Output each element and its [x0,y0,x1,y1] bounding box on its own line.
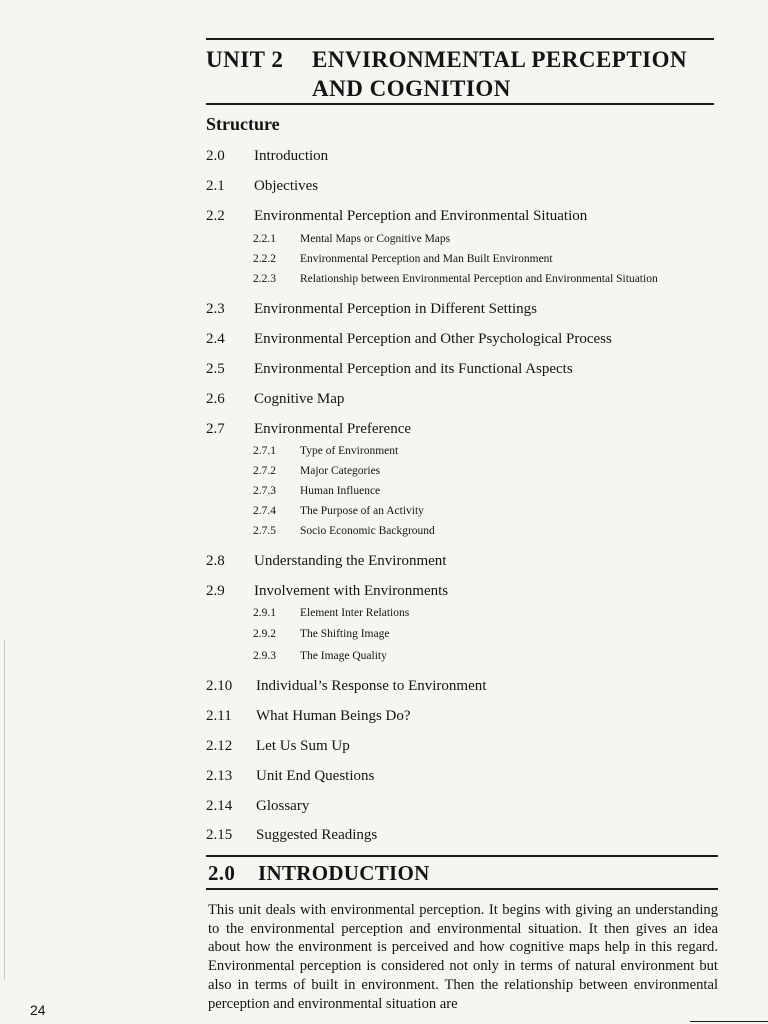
introduction-paragraph: This unit deals with environmental perception. It begins with giving an understanding to the environmental perception and environmental situation. It then gives an idea about how the environment is perceived and how cognitive maps help in this regard. Environmental perception is considered not only in terms of natural environment but also in terms of built in environment. Then the relationship between environmental perception and environmental situation are [208,902,718,1012]
toc-label: Environmental Perception and Other Psychological Process [254,331,612,347]
toc-label: Involvement with Environments [254,583,449,599]
top-rule [206,38,714,40]
toc-item [206,827,377,844]
toc-number: 2.8 [206,553,225,569]
toc-sublabel: The Purpose of an Activity [300,505,424,517]
toc-sublabel: The Image Quality [300,650,387,662]
toc-label: Suggested Readings [256,827,378,843]
toc-item [206,708,411,725]
toc-subnumber: 2.7.4 [253,505,276,517]
toc-subnumber: 2.7.2 [253,465,276,477]
toc-subitem [253,445,398,457]
section-number: 2.0 [208,861,236,885]
section-top-rule [206,855,718,857]
toc-number: 2.0 [206,148,225,164]
toc-subnumber: 2.2.2 [253,253,276,265]
toc-sublabel: Major Categories [300,465,381,477]
toc-number: 2.1 [206,178,225,194]
title-rule [206,103,714,105]
margin-line [4,640,5,980]
toc-subitem [253,485,380,497]
toc-number: 2.7 [206,421,225,437]
section-title: INTRODUCTION [258,861,430,885]
toc-number: 2.2 [206,208,225,224]
toc-number: 2.15 [206,827,233,843]
toc-item [206,768,374,785]
toc-subitem [253,628,389,640]
toc-item [206,798,309,815]
toc-number: 2.13 [206,768,233,784]
unit-title: ENVIRONMENTAL PERCEPTION AND COGNITION [312,47,688,101]
toc-item [206,148,328,165]
toc-sublabel: Human Influence [300,485,381,497]
toc-number: 2.4 [206,331,225,347]
toc-subitem [253,233,450,245]
toc-label: Environmental Perception and its Functional Aspects [254,361,573,377]
toc-subnumber: 2.2.1 [253,233,276,245]
toc-number: 2.10 [206,678,233,694]
toc-item [206,583,448,600]
toc-subnumber: 2.7.1 [253,445,276,457]
toc-subitem [253,525,435,537]
structure-heading: Structure [206,114,280,134]
toc-subitem [253,650,387,662]
toc-label: Environmental Perception and Environmental Situation [254,208,588,224]
toc-sublabel: Element Inter Relations [300,607,410,619]
toc-subitem [253,465,380,477]
toc-item [206,738,350,755]
toc-label: Environmental Perception in Different Settings [254,301,537,317]
section-bottom-rule [206,888,718,890]
toc-sublabel: Relationship between Environmental Perception and Environmental Situation [300,273,658,285]
toc-sublabel: Socio Economic Background [300,525,435,537]
toc-subitem [253,253,553,265]
toc-label: Objectives [254,178,319,194]
unit-number: UNIT 2 [206,47,284,72]
toc-subnumber: 2.9.3 [253,650,276,662]
toc-item [206,178,318,195]
toc-label: Understanding the Environment [254,553,447,569]
toc-item [206,301,537,318]
toc-subnumber: 2.9.1 [253,607,276,619]
toc-subnumber: 2.7.5 [253,525,276,537]
section-heading-introduction [208,861,430,886]
bottom-right-rule [690,1021,768,1022]
toc-subnumber: 2.9.2 [253,628,276,640]
toc-number: 2.12 [206,738,233,754]
toc-sublabel: The Shifting Image [300,628,390,640]
toc-label: What Human Beings Do? [256,708,411,724]
toc-sublabel: Type of Environment [300,445,399,457]
toc-sublabel: Mental Maps or Cognitive Maps [300,233,451,245]
toc-item [206,331,612,348]
toc-label: Environmental Preference [254,421,412,437]
toc-subitem [253,505,424,517]
toc-number: 2.3 [206,301,225,317]
toc-item [206,421,411,438]
toc-label: Let Us Sum Up [256,738,350,754]
toc-label: Unit End Questions [256,768,375,784]
toc-label: Cognitive Map [254,391,345,407]
toc-item [206,208,587,225]
toc-subitem [253,273,658,285]
toc-number: 2.6 [206,391,225,407]
toc-number: 2.11 [206,708,232,724]
toc-label: Glossary [256,798,310,814]
toc-number: 2.5 [206,361,225,377]
toc-item [206,553,446,570]
toc-number: 2.14 [206,798,233,814]
toc-label: Individual’s Response to Environment [256,678,487,694]
toc-subitem [253,607,409,619]
toc-label: Introduction [254,148,329,164]
toc-item [206,391,344,408]
toc-subnumber: 2.2.3 [253,273,276,285]
toc-sublabel: Environmental Perception and Man Built Environment [300,253,553,265]
page-number: 24 [30,1002,46,1018]
toc-subnumber: 2.7.3 [253,485,276,497]
toc-item [206,361,573,378]
toc-item [206,678,486,695]
toc-number: 2.9 [206,583,225,599]
